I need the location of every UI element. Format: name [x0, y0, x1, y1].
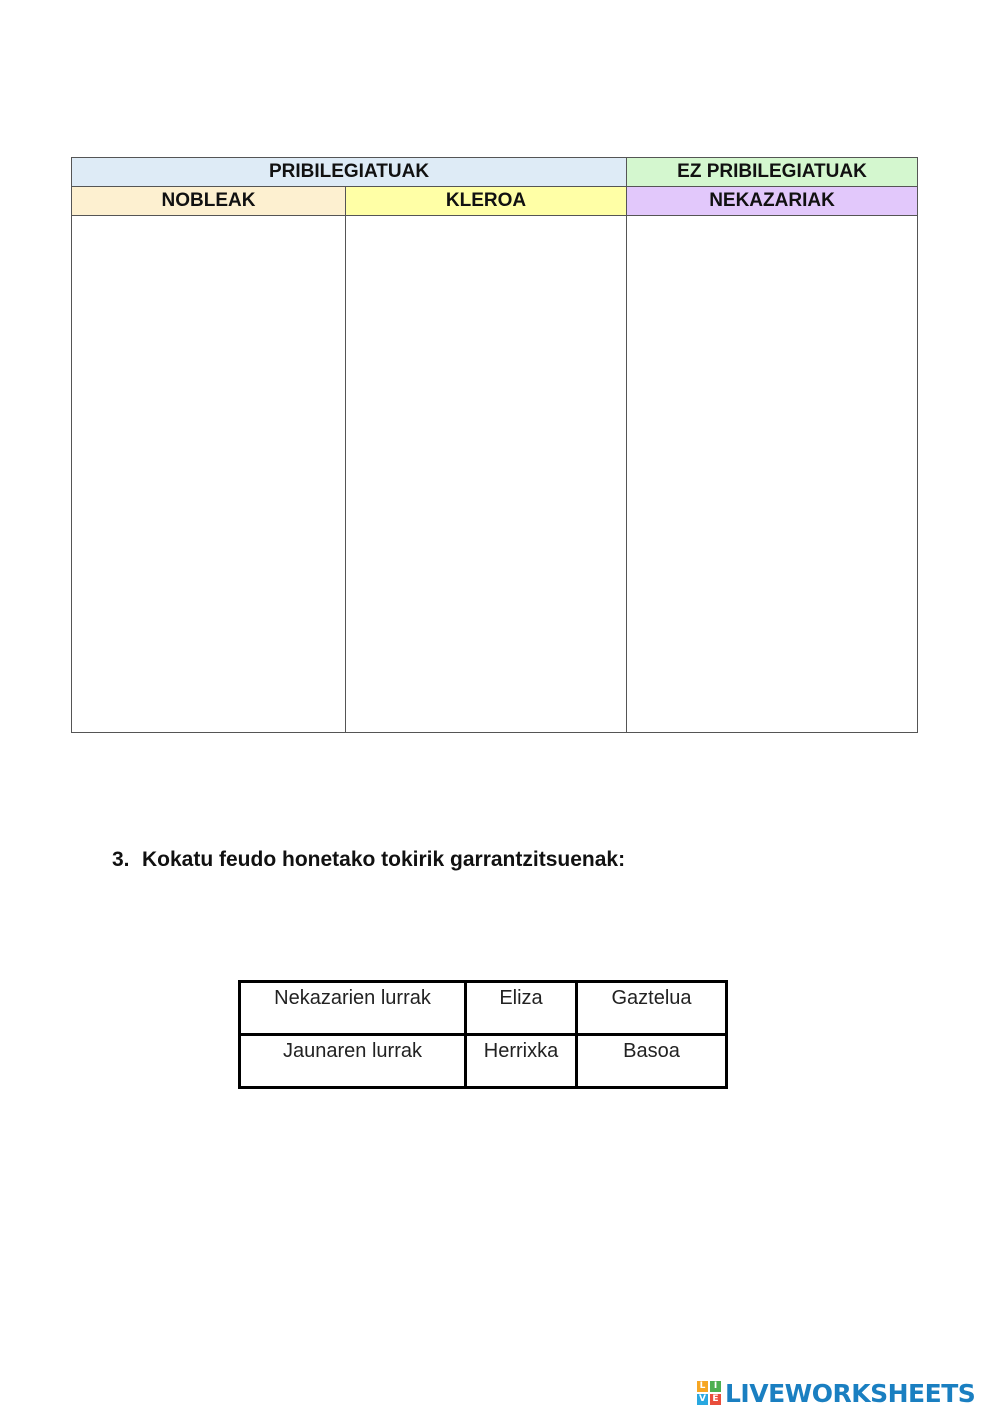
liveworksheets-logo-icon: L I V E — [697, 1381, 721, 1405]
liveworksheets-logo — [697, 1378, 975, 1408]
word-bank-item: Gaztelua — [577, 982, 727, 1035]
drop-zone-nobles[interactable] — [72, 216, 346, 733]
drop-zone-row — [72, 216, 918, 733]
group-privileged-header: PRIBILEGIATUAK — [72, 158, 627, 187]
classification-table — [71, 157, 918, 733]
column-header-row — [72, 187, 918, 216]
drop-zone-clergy[interactable] — [346, 216, 627, 733]
question-text: Kokatu feudo honetako tokirik garrantzitsuenak: — [142, 848, 626, 871]
word-bank-item: Nekazarien lurrak — [240, 982, 466, 1035]
word-bank-table — [238, 980, 728, 1089]
question-heading — [112, 848, 625, 872]
word-bank-item: Herrixka — [466, 1035, 577, 1088]
column-header-peasants: NEKAZARIAK — [627, 187, 918, 216]
word-bank-item: Jaunaren lurrak — [240, 1035, 466, 1088]
group-non-privileged-header: EZ PRIBILEGIATUAK — [627, 158, 918, 187]
question-number: 3. — [112, 848, 130, 871]
column-header-clergy: KLEROA — [346, 187, 627, 216]
group-header-row — [72, 158, 918, 187]
word-bank-item: Eliza — [466, 982, 577, 1035]
column-header-nobles: NOBLEAK — [72, 187, 346, 216]
liveworksheets-logo-text: LIVEWORKSHEETS — [725, 1378, 976, 1408]
word-bank-row — [240, 1035, 727, 1088]
drop-zone-peasants[interactable] — [627, 216, 918, 733]
word-bank-row — [240, 982, 727, 1035]
word-bank-item: Basoa — [577, 1035, 727, 1088]
